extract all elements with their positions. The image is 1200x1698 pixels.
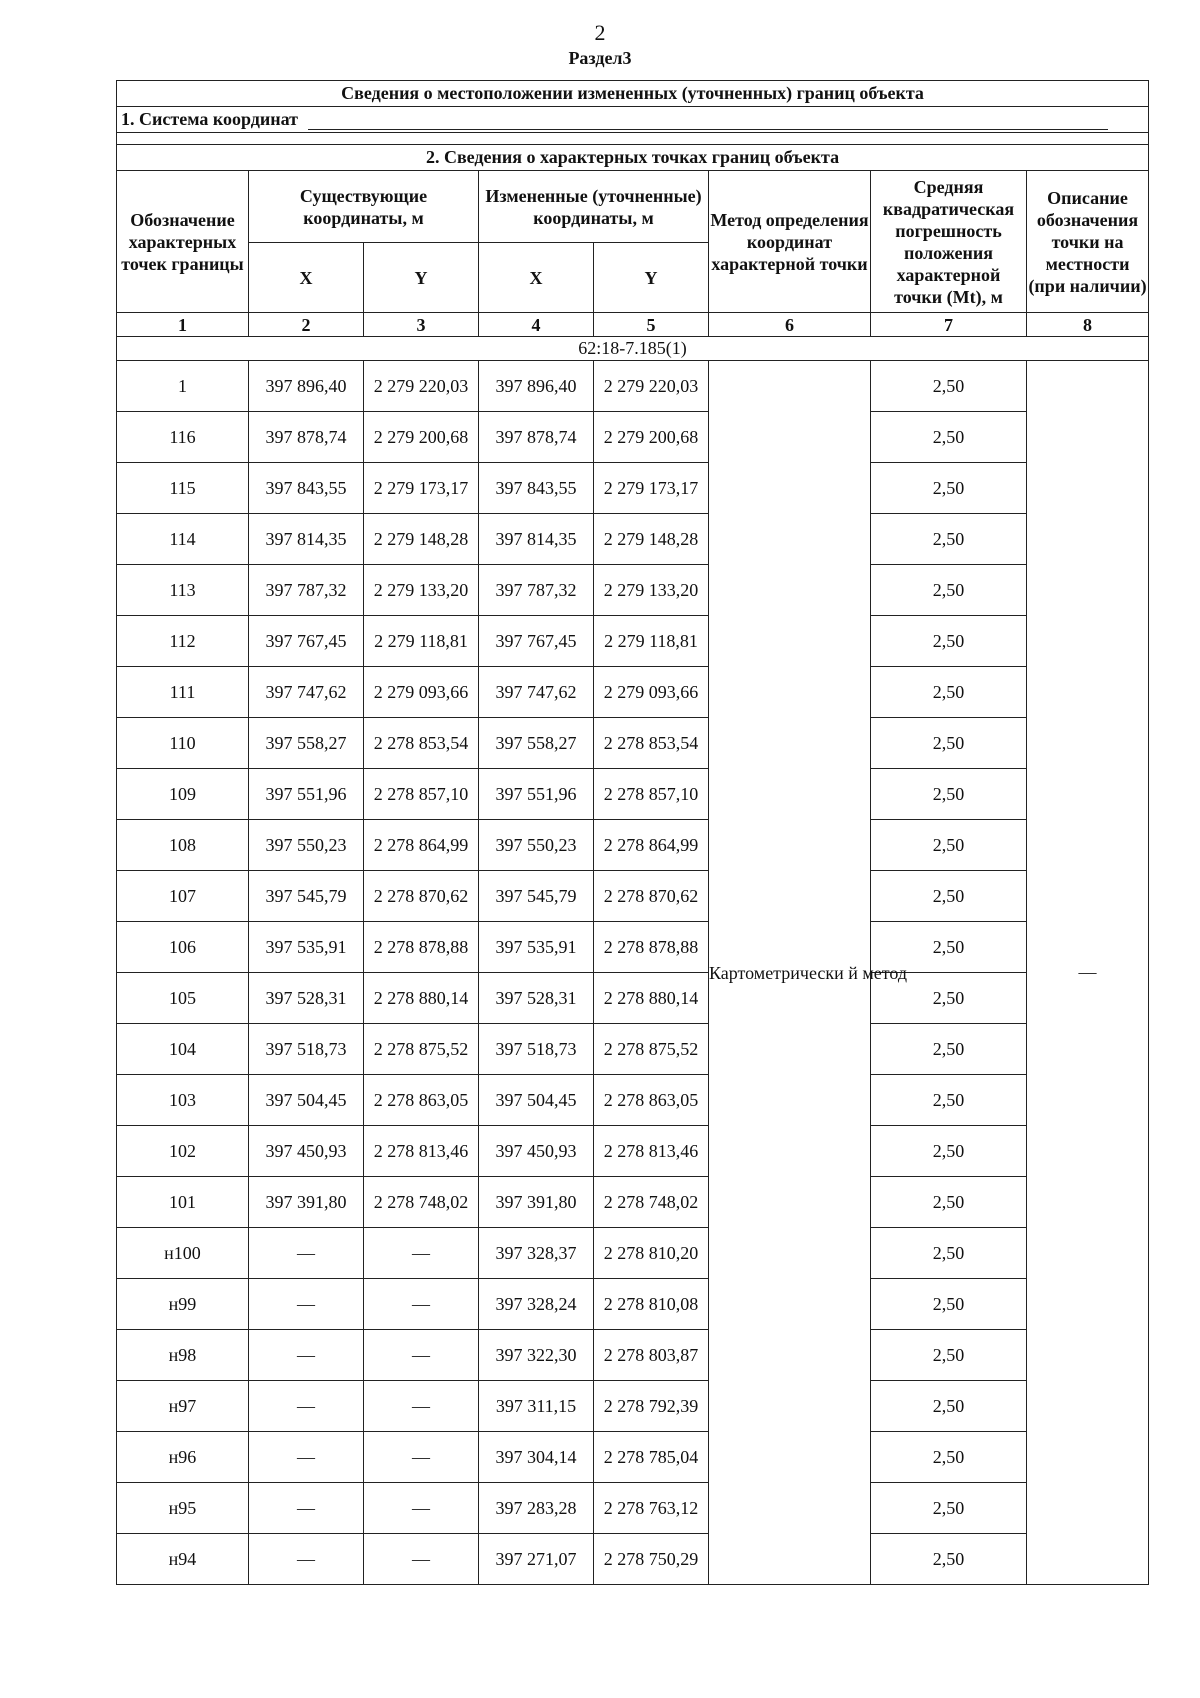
table-row [117, 361, 1149, 412]
existing-x: — [249, 1432, 364, 1483]
point-number: 108 [117, 820, 249, 871]
table-row [117, 1075, 1149, 1126]
col-number-3: 3 [364, 313, 479, 337]
existing-y: — [364, 1432, 479, 1483]
header-error: Средняя квадратическая погрешность положения характерной точки (Mt), м [871, 171, 1027, 313]
coord-system-blank-line [308, 115, 1108, 130]
table-row [117, 1024, 1149, 1075]
point-number: 109 [117, 769, 249, 820]
mt-value: 2,50 [871, 616, 1027, 667]
changed-x: 397 878,74 [479, 412, 594, 463]
changed-y: 2 278 810,08 [594, 1279, 709, 1330]
point-number: 101 [117, 1177, 249, 1228]
table-row [117, 514, 1149, 565]
header-existing-y: Y [364, 243, 479, 313]
existing-x: 397 551,96 [249, 769, 364, 820]
existing-y: 2 279 133,20 [364, 565, 479, 616]
existing-x: 397 528,31 [249, 973, 364, 1024]
method-cell: Картометрически й метод [709, 361, 871, 1585]
existing-y: 2 278 853,54 [364, 718, 479, 769]
table-row [117, 565, 1149, 616]
header-description: Описание обозначения точки на местности (при наличии) [1027, 171, 1149, 313]
existing-y: 2 278 863,05 [364, 1075, 479, 1126]
changed-y: 2 278 864,99 [594, 820, 709, 871]
changed-x: 397 551,96 [479, 769, 594, 820]
table-row [117, 973, 1149, 1024]
existing-x: — [249, 1228, 364, 1279]
mt-value: 2,50 [871, 1330, 1027, 1381]
changed-y: 2 278 810,20 [594, 1228, 709, 1279]
point-number: 103 [117, 1075, 249, 1126]
changed-y: 2 278 853,54 [594, 718, 709, 769]
col-number-1: 1 [117, 313, 249, 337]
data-rows [117, 361, 1149, 1585]
existing-x: 397 843,55 [249, 463, 364, 514]
header-designation: Обозначение характерных точек границы [117, 171, 249, 313]
mt-value: 2,50 [871, 1483, 1027, 1534]
changed-y: 2 278 857,10 [594, 769, 709, 820]
changed-x: 397 391,80 [479, 1177, 594, 1228]
existing-x: 397 814,35 [249, 514, 364, 565]
mt-value: 2,50 [871, 1279, 1027, 1330]
changed-y: 2 279 173,17 [594, 463, 709, 514]
table-row [117, 820, 1149, 871]
mt-value: 2,50 [871, 1381, 1027, 1432]
existing-y: 2 278 870,62 [364, 871, 479, 922]
changed-x: 397 328,37 [479, 1228, 594, 1279]
mt-value: 2,50 [871, 1228, 1027, 1279]
existing-x: 397 545,79 [249, 871, 364, 922]
table-row [117, 1330, 1149, 1381]
table-title: Сведения о местоположении измененных (уточненных) границ объекта [117, 81, 1149, 107]
table-row [117, 1483, 1149, 1534]
existing-y: 2 279 173,17 [364, 463, 479, 514]
table-row [117, 1534, 1149, 1585]
existing-y: 2 278 864,99 [364, 820, 479, 871]
changed-y: 2 278 880,14 [594, 973, 709, 1024]
col-number-8: 8 [1027, 313, 1149, 337]
existing-x: — [249, 1330, 364, 1381]
col-number-5: 5 [594, 313, 709, 337]
existing-x: 397 518,73 [249, 1024, 364, 1075]
mt-value: 2,50 [871, 1126, 1027, 1177]
existing-y: 2 278 880,14 [364, 973, 479, 1024]
changed-y: 2 278 763,12 [594, 1483, 709, 1534]
existing-x: 397 558,27 [249, 718, 364, 769]
page-number: 2 [594, 20, 606, 45]
table-row [117, 616, 1149, 667]
existing-x: 397 450,93 [249, 1126, 364, 1177]
existing-x: 397 767,45 [249, 616, 364, 667]
mt-value: 2,50 [871, 1534, 1027, 1585]
point-number: 116 [117, 412, 249, 463]
changed-y: 2 278 803,87 [594, 1330, 709, 1381]
changed-y: 2 279 093,66 [594, 667, 709, 718]
point-number: 113 [117, 565, 249, 616]
point-number: 106 [117, 922, 249, 973]
table-row [117, 718, 1149, 769]
header-existing: Существующие координаты, м [249, 171, 479, 243]
mt-value: 2,50 [871, 565, 1027, 616]
changed-y: 2 279 118,81 [594, 616, 709, 667]
coord-system-label: 1. Система координат [121, 109, 298, 129]
existing-x: — [249, 1381, 364, 1432]
existing-y: 2 279 118,81 [364, 616, 479, 667]
point-number: 115 [117, 463, 249, 514]
existing-y: — [364, 1228, 479, 1279]
mt-value: 2,50 [871, 514, 1027, 565]
existing-x: 397 787,32 [249, 565, 364, 616]
existing-y: 2 279 093,66 [364, 667, 479, 718]
existing-y: 2 278 875,52 [364, 1024, 479, 1075]
existing-x: — [249, 1483, 364, 1534]
point-number: 112 [117, 616, 249, 667]
mt-value: 2,50 [871, 1177, 1027, 1228]
point-number: н100 [117, 1228, 249, 1279]
changed-x: 397 328,24 [479, 1279, 594, 1330]
col-number-2: 2 [249, 313, 364, 337]
existing-y: — [364, 1279, 479, 1330]
existing-x: 397 896,40 [249, 361, 364, 412]
changed-y: 2 278 813,46 [594, 1126, 709, 1177]
existing-y: — [364, 1381, 479, 1432]
mt-value: 2,50 [871, 361, 1027, 412]
changed-x: 397 283,28 [479, 1483, 594, 1534]
header-changed: Измененные (уточненные) координаты, м [479, 171, 709, 243]
mt-value: 2,50 [871, 718, 1027, 769]
mt-value: 2,50 [871, 769, 1027, 820]
header-changed-y: Y [594, 243, 709, 313]
mt-value: 2,50 [871, 973, 1027, 1024]
changed-x: 397 504,45 [479, 1075, 594, 1126]
header-method: Метод определения координат характерной точки [709, 171, 871, 313]
coord-system-row [117, 107, 1149, 133]
changed-y: 2 278 863,05 [594, 1075, 709, 1126]
changed-x: 397 558,27 [479, 718, 594, 769]
spacer-row [117, 133, 1149, 145]
point-number: 102 [117, 1126, 249, 1177]
table-row [117, 667, 1149, 718]
existing-y: — [364, 1534, 479, 1585]
existing-y: 2 279 220,03 [364, 361, 479, 412]
changed-x: 397 747,62 [479, 667, 594, 718]
changed-y: 2 278 750,29 [594, 1534, 709, 1585]
changed-y: 2 279 220,03 [594, 361, 709, 412]
existing-x: — [249, 1279, 364, 1330]
mt-value: 2,50 [871, 412, 1027, 463]
table-row [117, 412, 1149, 463]
existing-y: 2 278 878,88 [364, 922, 479, 973]
table-row [117, 1177, 1149, 1228]
changed-y: 2 278 875,52 [594, 1024, 709, 1075]
existing-x: 397 550,23 [249, 820, 364, 871]
point-number: 111 [117, 667, 249, 718]
parcel-id: 62:18-7.185(1) [117, 337, 1149, 361]
changed-x: 397 814,35 [479, 514, 594, 565]
mt-value: 2,50 [871, 463, 1027, 514]
existing-x: 397 535,91 [249, 922, 364, 973]
changed-y: 2 279 200,68 [594, 412, 709, 463]
table-row [117, 463, 1149, 514]
changed-x: 397 787,32 [479, 565, 594, 616]
changed-x: 397 322,30 [479, 1330, 594, 1381]
changed-x: 397 518,73 [479, 1024, 594, 1075]
mt-value: 2,50 [871, 1024, 1027, 1075]
existing-y: 2 278 748,02 [364, 1177, 479, 1228]
changed-x: 397 311,15 [479, 1381, 594, 1432]
table-row [117, 769, 1149, 820]
boundary-points-table [116, 80, 1149, 1585]
col-number-7: 7 [871, 313, 1027, 337]
changed-x: 397 896,40 [479, 361, 594, 412]
table-row [117, 1279, 1149, 1330]
mt-value: 2,50 [871, 922, 1027, 973]
col-number-6: 6 [709, 313, 871, 337]
changed-x: 397 535,91 [479, 922, 594, 973]
changed-y: 2 278 870,62 [594, 871, 709, 922]
description-cell: — [1027, 361, 1149, 1585]
point-number: 105 [117, 973, 249, 1024]
point-number: н99 [117, 1279, 249, 1330]
existing-x: 397 391,80 [249, 1177, 364, 1228]
point-number: н96 [117, 1432, 249, 1483]
point-number: н97 [117, 1381, 249, 1432]
existing-y: — [364, 1483, 479, 1534]
existing-y: 2 278 813,46 [364, 1126, 479, 1177]
changed-y: 2 278 878,88 [594, 922, 709, 973]
changed-x: 397 304,14 [479, 1432, 594, 1483]
table-row [117, 871, 1149, 922]
existing-y: 2 279 148,28 [364, 514, 479, 565]
existing-x: 397 747,62 [249, 667, 364, 718]
table-subtitle: 2. Сведения о характерных точках границ объекта [117, 145, 1149, 171]
changed-y: 2 278 785,04 [594, 1432, 709, 1483]
changed-x: 397 550,23 [479, 820, 594, 871]
existing-x: — [249, 1534, 364, 1585]
point-number: н94 [117, 1534, 249, 1585]
point-number: 107 [117, 871, 249, 922]
point-number: 104 [117, 1024, 249, 1075]
changed-y: 2 278 748,02 [594, 1177, 709, 1228]
mt-value: 2,50 [871, 820, 1027, 871]
existing-y: — [364, 1330, 479, 1381]
mt-value: 2,50 [871, 871, 1027, 922]
changed-x: 397 767,45 [479, 616, 594, 667]
changed-x: 397 271,07 [479, 1534, 594, 1585]
changed-x: 397 843,55 [479, 463, 594, 514]
section-title: Раздел3 [568, 48, 632, 68]
point-number: н98 [117, 1330, 249, 1381]
mt-value: 2,50 [871, 1432, 1027, 1483]
table-row [117, 1228, 1149, 1279]
point-number: 1 [117, 361, 249, 412]
changed-x: 397 528,31 [479, 973, 594, 1024]
existing-x: 397 878,74 [249, 412, 364, 463]
changed-y: 2 278 792,39 [594, 1381, 709, 1432]
mt-value: 2,50 [871, 667, 1027, 718]
table-row [117, 1126, 1149, 1177]
existing-y: 2 279 200,68 [364, 412, 479, 463]
col-number-4: 4 [479, 313, 594, 337]
changed-y: 2 279 133,20 [594, 565, 709, 616]
changed-x: 397 450,93 [479, 1126, 594, 1177]
point-number: н95 [117, 1483, 249, 1534]
point-number: 110 [117, 718, 249, 769]
existing-x: 397 504,45 [249, 1075, 364, 1126]
header-changed-x: X [479, 243, 594, 313]
mt-value: 2,50 [871, 1075, 1027, 1126]
table-row [117, 922, 1149, 973]
existing-y: 2 278 857,10 [364, 769, 479, 820]
point-number: 114 [117, 514, 249, 565]
changed-x: 397 545,79 [479, 871, 594, 922]
table-row [117, 1432, 1149, 1483]
table-row [117, 1381, 1149, 1432]
changed-y: 2 279 148,28 [594, 514, 709, 565]
header-existing-x: X [249, 243, 364, 313]
